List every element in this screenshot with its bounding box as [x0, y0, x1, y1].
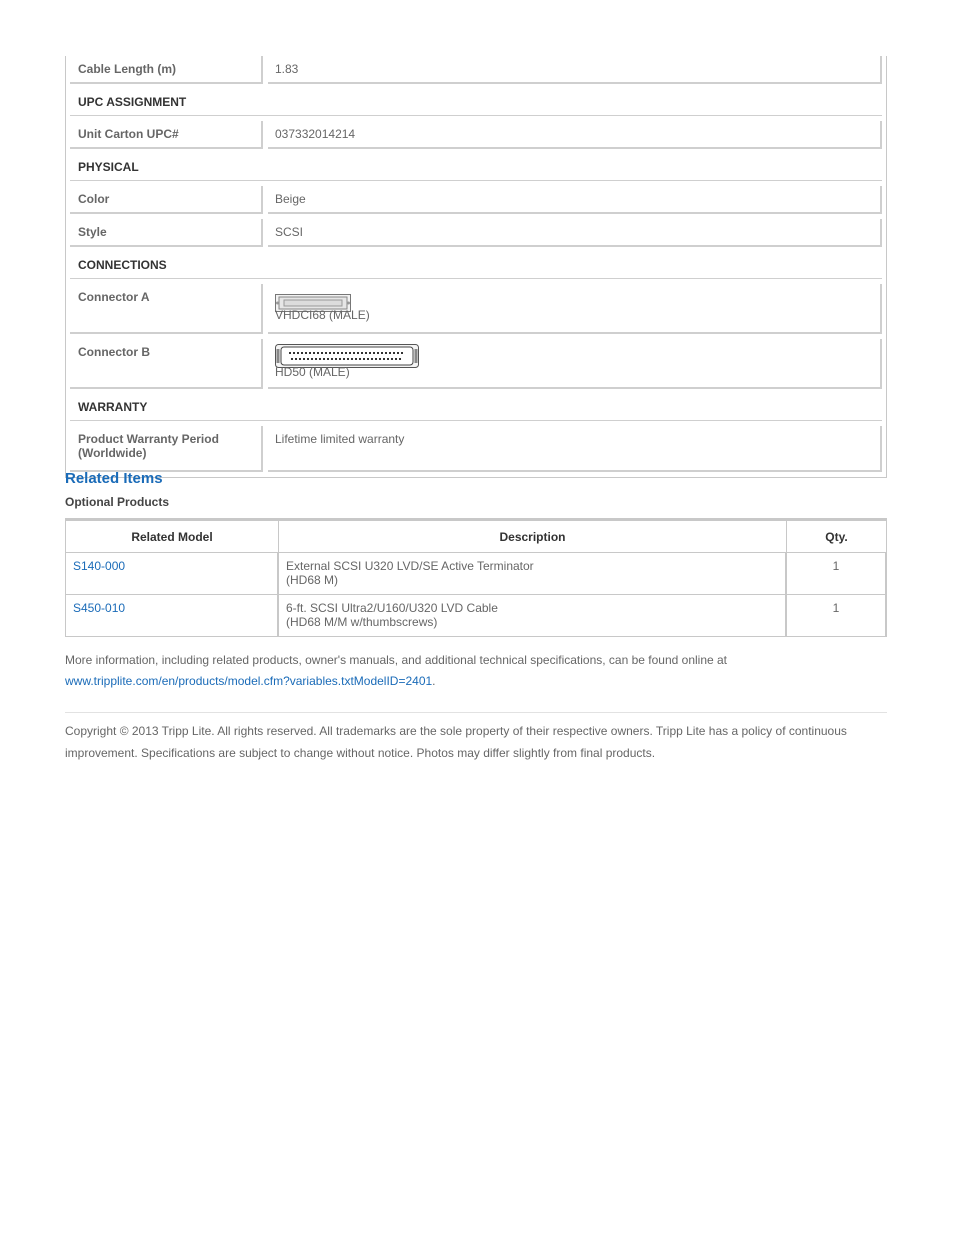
description-line: (HD68 M/M w/thumbscrews) — [286, 615, 438, 629]
spec-row-connector-b — [70, 339, 882, 389]
spec-row-connector-a — [70, 284, 882, 334]
spec-row-unit-carton-upc — [70, 121, 882, 149]
description-cell — [279, 594, 787, 636]
description-cell — [279, 552, 787, 594]
related-items-heading: Related Items — [65, 470, 163, 487]
connector-b-text: HD50 (MALE) — [275, 365, 350, 379]
footer-divider — [65, 712, 887, 713]
section-heading-connections: CONNECTIONS — [70, 252, 882, 279]
column-header-description: Description — [279, 521, 787, 552]
table-header-row — [66, 521, 886, 552]
section-heading-upc: UPC ASSIGNMENT — [70, 89, 882, 116]
description-line: (HD68 M) — [286, 573, 339, 587]
column-header-model: Related Model — [66, 521, 279, 552]
table-row — [66, 552, 886, 594]
connector-a-text: VHDCI68 (MALE) — [275, 308, 370, 322]
spec-value: Lifetime limited warranty — [268, 426, 882, 472]
spec-label: Product Warranty Period (Worldwide) — [70, 426, 263, 472]
section-heading-warranty: WARRANTY — [70, 394, 882, 421]
product-page-link[interactable]: www.tripplite.com/en/products/model.cfm?variables.txtModelID=2401 — [65, 674, 433, 688]
spec-label: Connector A — [70, 284, 263, 334]
more-information-text — [65, 650, 887, 692]
optional-products-subheading: Optional Products — [65, 495, 170, 509]
related-products-table — [65, 518, 887, 637]
spec-label: Unit Carton UPC# — [70, 121, 263, 149]
column-header-qty: Qty. — [825, 530, 848, 544]
spec-value: Beige — [268, 186, 882, 214]
spec-row-color — [70, 186, 882, 214]
copyright-notice: Copyright © 2013 Tripp Lite. All rights reserved. All trademarks are the sole property of their respective owners. Tripp Lite has a policy of continuous improvement. Specifications are subject to change without notice. Photos may differ slightly from final products. — [65, 724, 847, 760]
qty-cell: 1 — [787, 552, 886, 594]
description-line: External SCSI U320 LVD/SE Active Terminator — [286, 559, 534, 573]
spec-label: Color — [70, 186, 263, 214]
model-link-s140-000[interactable]: S140-000 — [73, 559, 126, 573]
spec-label: Style — [70, 219, 263, 247]
model-cell — [66, 594, 279, 636]
description-line: 6-ft. SCSI Ultra2/U160/U320 LVD Cable — [286, 601, 498, 615]
spec-row-warranty-period — [70, 426, 882, 472]
info-link-suffix: . — [432, 674, 436, 688]
spec-value — [268, 284, 882, 334]
qty-cell: 1 — [787, 594, 886, 636]
spec-value — [268, 339, 882, 389]
table-row — [66, 594, 886, 636]
spec-row-style — [70, 219, 882, 247]
spec-label: Connector B — [70, 339, 263, 389]
spec-value: SCSI — [268, 219, 882, 247]
model-link-s450-010[interactable]: S450-010 — [73, 601, 126, 615]
spec-row-cable-length — [70, 56, 882, 84]
model-cell — [66, 552, 279, 594]
section-heading-physical: PHYSICAL — [70, 154, 882, 181]
spec-label: Cable Length (m) — [70, 56, 263, 84]
specifications-table — [65, 56, 887, 478]
spec-value: 037332014214 — [268, 121, 882, 149]
spec-value: 1.83 — [268, 56, 882, 84]
info-text: More information, including related products, owner's manuals, and additional technical specifications, can be found online at — [65, 653, 728, 667]
